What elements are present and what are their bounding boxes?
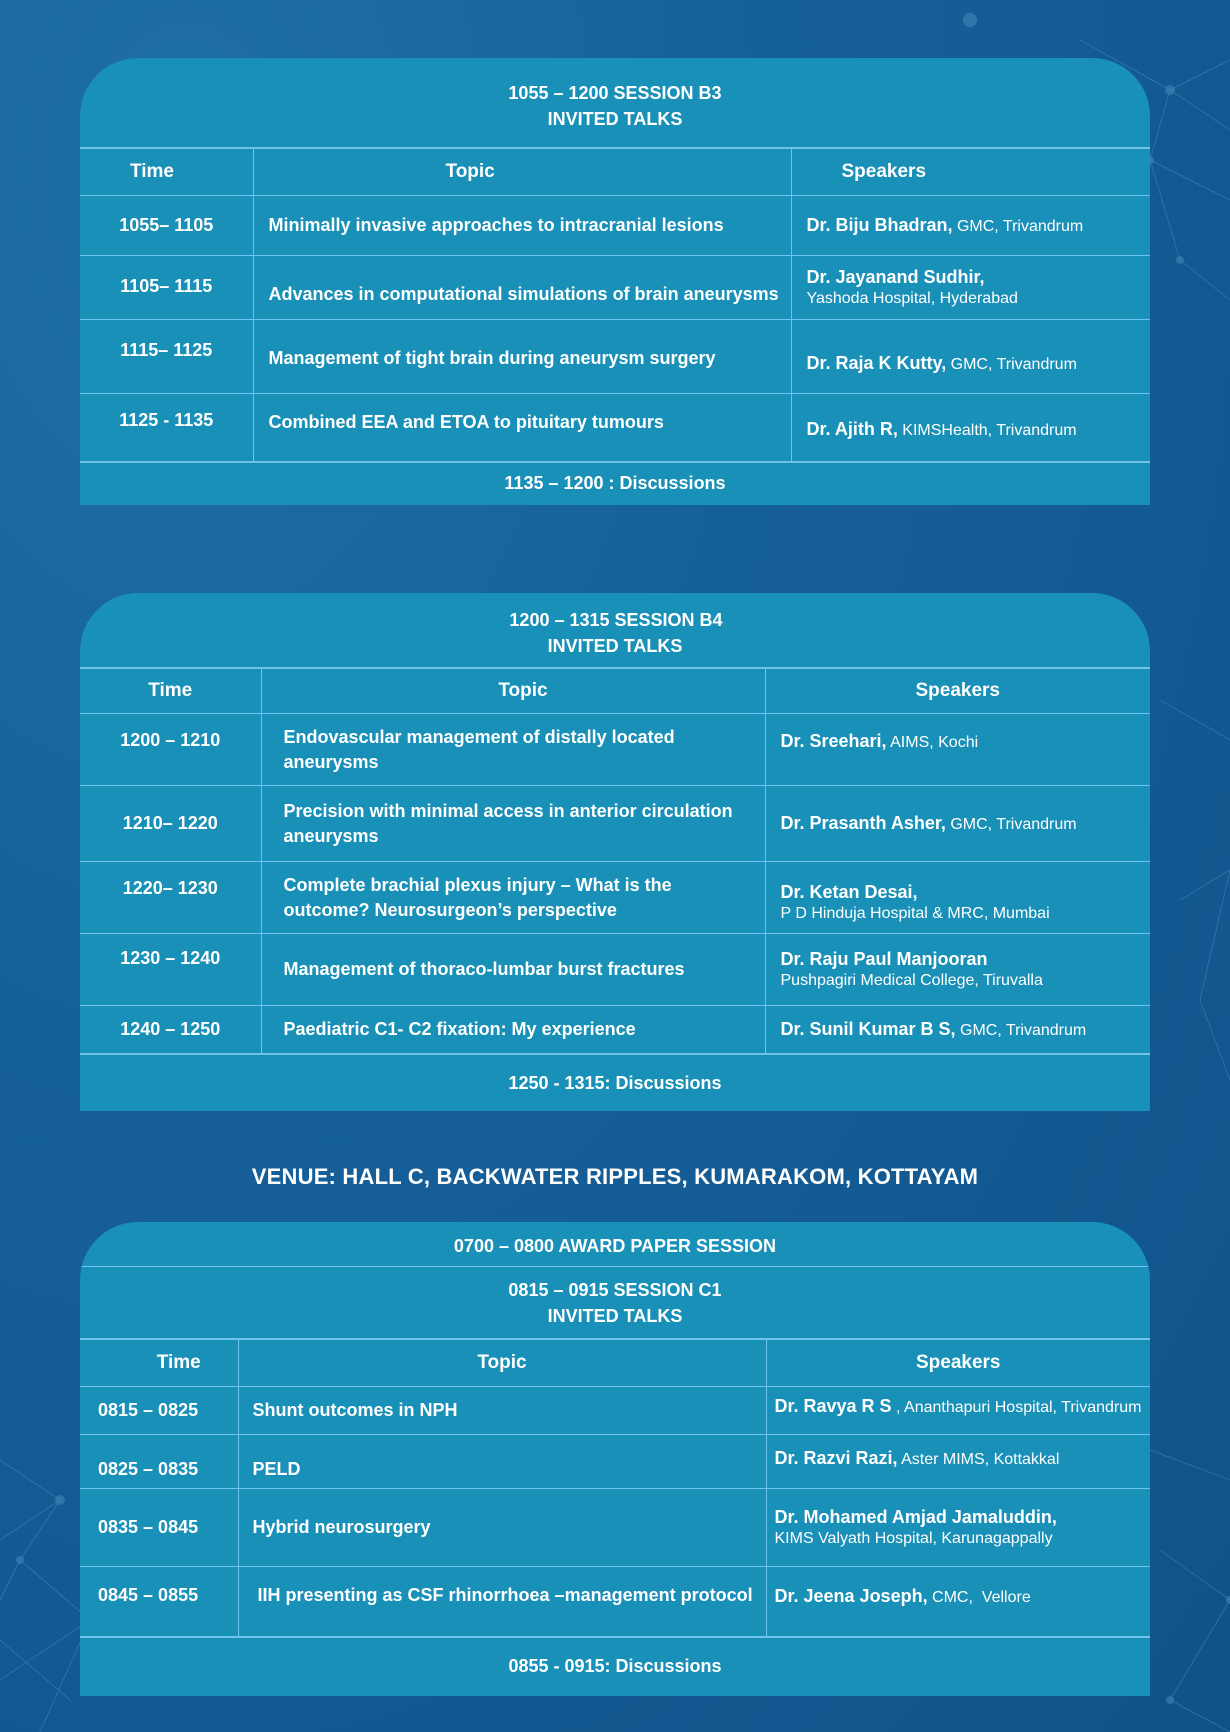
- talk-time: 0845 – 0855: [80, 1567, 238, 1637]
- table-row: [80, 1387, 1150, 1435]
- talk-topic: Precision with minimal access in anterior circulation aneurysms: [261, 786, 765, 862]
- table-row: [80, 1006, 1150, 1054]
- table-row: [80, 256, 1150, 320]
- session-b3-header: [80, 58, 1150, 148]
- talk-speaker: [765, 934, 1150, 1006]
- talk-time: 1240 – 1250: [80, 1006, 261, 1054]
- talk-time: 1105– 1115: [80, 256, 253, 320]
- talk-time: 0825 – 0835: [80, 1435, 238, 1489]
- talk-speaker: [766, 1567, 1150, 1637]
- table-row: [80, 394, 1150, 462]
- talk-topic: Advances in computational simulations of brain aneurysms: [253, 256, 791, 320]
- col-time-header: Time: [80, 1340, 238, 1387]
- speaker-affiliation: Yashoda Hospital, Hyderabad: [806, 289, 1018, 307]
- speaker-name: Dr. Raju Paul Manjooran: [780, 948, 988, 969]
- session-b3-table: [80, 148, 1150, 462]
- talk-time: 1125 - 1135: [80, 394, 253, 462]
- talk-topic: Minimally invasive approaches to intracranial lesions: [253, 196, 791, 256]
- talk-speaker: [765, 714, 1150, 786]
- talk-topic: PELD: [238, 1435, 766, 1489]
- table-header-row: [80, 669, 1150, 714]
- table-row: [80, 862, 1150, 934]
- talk-speaker: [766, 1489, 1150, 1567]
- talk-time: 1210– 1220: [80, 786, 261, 862]
- talk-time: 1200 – 1210: [80, 714, 261, 786]
- speaker-name: Dr. Ketan Desai,: [780, 881, 918, 902]
- session-b4-table: [80, 668, 1150, 1054]
- talk-speaker: [765, 1006, 1150, 1054]
- speaker-name: Dr. Ajith R,: [806, 418, 898, 439]
- col-speakers-header: Speakers: [766, 1340, 1150, 1387]
- talk-topic: Endovascular management of distally located aneurysms: [261, 714, 765, 786]
- speaker-affiliation: CMC, Vellore: [927, 1589, 1031, 1606]
- talk-speaker: [791, 394, 1150, 462]
- talk-topic: Complete brachial plexus injury – What is the outcome? Neurosurgeon’s perspective: [261, 862, 765, 934]
- session-b4-header: [80, 593, 1150, 668]
- table-row: [80, 1435, 1150, 1489]
- col-time-header: Time: [80, 149, 253, 196]
- table-row: [80, 1567, 1150, 1637]
- award-session-banner: 0700 – 0800 AWARD PAPER SESSION: [80, 1222, 1150, 1267]
- talk-speaker: [791, 320, 1150, 394]
- talk-time: 1115– 1125: [80, 320, 253, 394]
- session-b4-card: [80, 593, 1150, 1111]
- table-row: [80, 320, 1150, 394]
- speaker-affiliation: AIMS, Kochi: [886, 734, 979, 751]
- speaker-name: Dr. Razvi Razi,: [774, 1448, 898, 1468]
- talk-time: 1055– 1105: [80, 196, 253, 256]
- talk-time: 0835 – 0845: [80, 1489, 238, 1567]
- speaker-affiliation: KIMS Valyath Hospital, Karunagappally: [774, 1529, 1053, 1547]
- talk-time: 0815 – 0825: [80, 1387, 238, 1435]
- talk-speaker: [765, 786, 1150, 862]
- speaker-name: Dr. Biju Bhadran,: [806, 214, 953, 235]
- session-title: 0815 – 0915 SESSION C1: [508, 1280, 722, 1300]
- session-c1-table: [80, 1339, 1150, 1637]
- col-topic-header: Topic: [261, 669, 765, 714]
- talk-topic: Shunt outcomes in NPH: [238, 1387, 766, 1435]
- session-c1-card: [80, 1222, 1150, 1696]
- talk-time: 1230 – 1240: [80, 934, 261, 1006]
- talk-topic: Management of tight brain during aneurysm surgery: [253, 320, 791, 394]
- speaker-affiliation: , Ananthapuri Hospital, Trivandrum: [891, 1399, 1142, 1416]
- venue-heading: VENUE: HALL C, BACKWATER RIPPLES, KUMARAKOM, KOTTAYAM: [251, 1164, 979, 1189]
- talk-speaker: [766, 1387, 1150, 1435]
- discussion-row: 1250 - 1315: Discussions: [80, 1054, 1150, 1111]
- col-time-header: Time: [80, 669, 261, 714]
- col-topic-header: Topic: [238, 1340, 766, 1387]
- col-topic-header: Topic: [253, 149, 791, 196]
- talk-speaker: [791, 196, 1150, 256]
- talk-time: 1220– 1230: [80, 862, 261, 934]
- speaker-name: Dr. Sunil Kumar B S,: [780, 1018, 956, 1039]
- speaker-affiliation: GMC, Trivandrum: [945, 815, 1077, 833]
- talk-speaker: [766, 1435, 1150, 1489]
- session-title: 1200 – 1315 SESSION B4: [509, 610, 723, 630]
- session-title: 1055 – 1200 SESSION B3: [508, 83, 722, 103]
- col-speakers-header: Speakers: [791, 149, 1150, 196]
- speaker-name: Dr. Jeena Joseph,: [774, 1586, 928, 1606]
- speaker-affiliation: Pushpagiri Medical College, Tiruvalla: [780, 971, 1043, 989]
- talk-topic: Combined EEA and ETOA to pituitary tumours: [253, 394, 791, 462]
- speaker-name: Dr. Raja K Kutty,: [806, 352, 947, 373]
- talk-speaker: [765, 862, 1150, 934]
- speaker-name: Dr. Jayanand Sudhir,: [806, 266, 985, 287]
- talk-topic: Management of thoraco-lumbar burst fractures: [261, 934, 765, 1006]
- table-row: [80, 786, 1150, 862]
- table-row: [80, 934, 1150, 1006]
- talk-speaker: [791, 256, 1150, 320]
- session-c1-header: [80, 1267, 1150, 1339]
- talk-topic: Paediatric C1- C2 fixation: My experience: [261, 1006, 765, 1054]
- discussion-row: 1135 – 1200 : Discussions: [80, 462, 1150, 505]
- table-row: [80, 714, 1150, 786]
- session-subtitle: INVITED TALKS: [547, 1306, 683, 1326]
- table-row: [80, 196, 1150, 256]
- speaker-name: Dr. Prasanth Asher,: [780, 812, 946, 833]
- speaker-name: Dr. Sreehari,: [780, 731, 887, 751]
- speaker-affiliation: GMC, Trivandrum: [952, 217, 1084, 235]
- speaker-affiliation: Aster MIMS, Kottakkal: [897, 1451, 1060, 1468]
- col-speakers-header: Speakers: [765, 669, 1150, 714]
- speaker-name: Dr. Mohamed Amjad Jamaluddin,: [774, 1506, 1057, 1527]
- speaker-affiliation: KIMSHealth, Trivandrum: [897, 421, 1077, 439]
- table-header-row: [80, 149, 1150, 196]
- session-subtitle: INVITED TALKS: [547, 636, 683, 656]
- table-header-row: [80, 1340, 1150, 1387]
- speaker-name: Dr. Ravya R S: [774, 1396, 892, 1416]
- speaker-affiliation: GMC, Trivandrum: [955, 1021, 1087, 1039]
- speaker-affiliation: P D Hinduja Hospital & MRC, Mumbai: [780, 904, 1050, 922]
- discussion-row: 0855 - 0915: Discussions: [80, 1637, 1150, 1696]
- talk-topic: Hybrid neurosurgery: [238, 1489, 766, 1567]
- talk-topic: IIH presenting as CSF rhinorrhoea –management protocol: [238, 1567, 766, 1637]
- session-b3-card: [80, 58, 1150, 505]
- speaker-affiliation: GMC, Trivandrum: [946, 355, 1077, 373]
- table-row: [80, 1489, 1150, 1567]
- session-subtitle: INVITED TALKS: [547, 109, 683, 129]
